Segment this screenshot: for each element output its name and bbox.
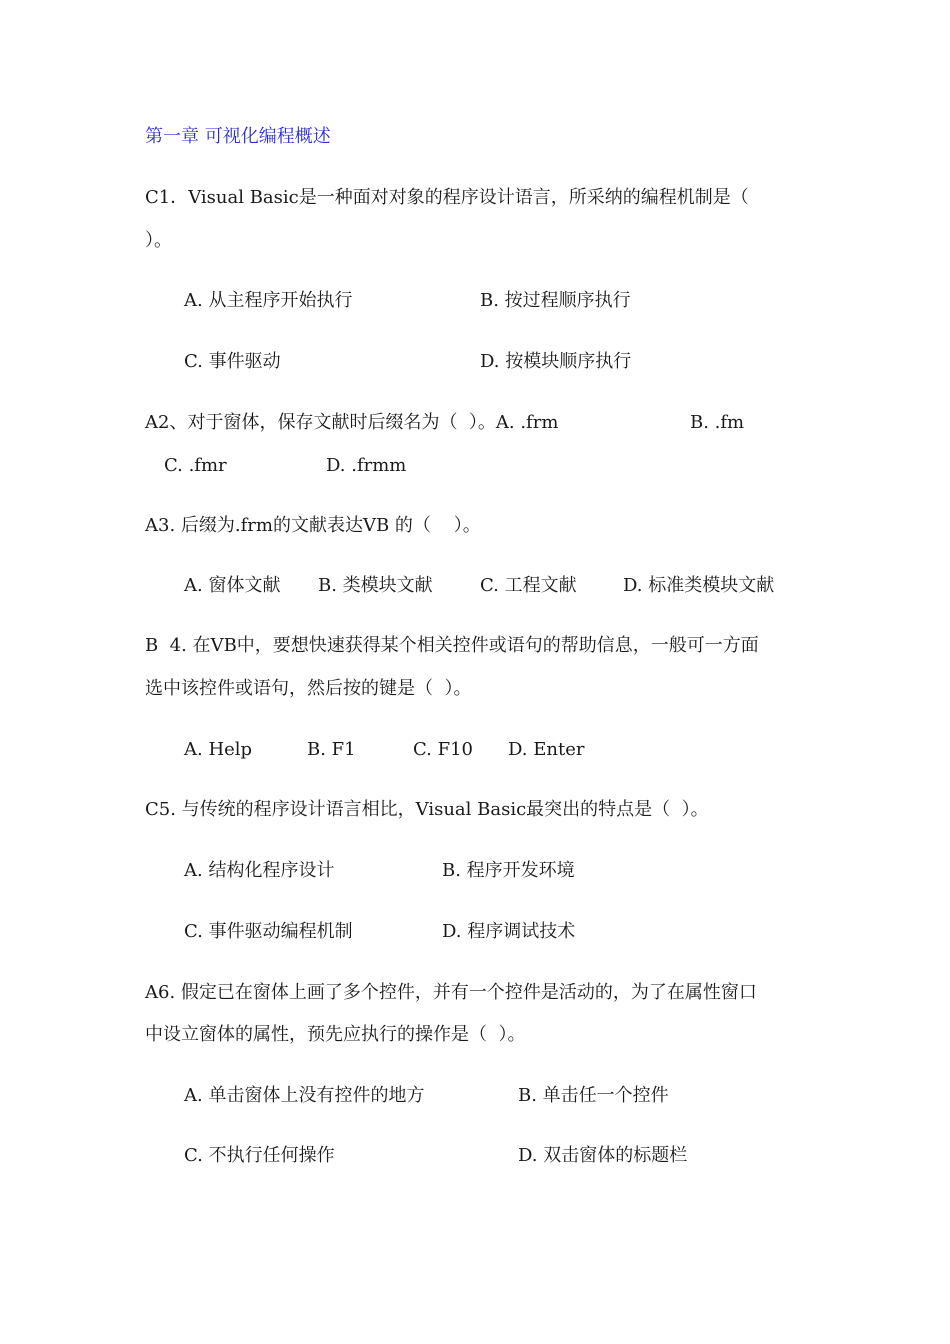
question-1-option-a: A. 从主程序开始执行 bbox=[184, 290, 353, 311]
question-6-option-a: A. 单击窗体上没有控件的地方 bbox=[184, 1085, 425, 1106]
question-4-option-a: A. Help bbox=[184, 739, 253, 760]
question-4-option-d: D. Enter bbox=[508, 739, 585, 760]
question-1-text-line-2: ）。 bbox=[145, 230, 172, 251]
question-5-text-line-1: C5. 与传统的程序设计语言相比，Visual Basic最突出的特点是（ ）。 bbox=[145, 799, 709, 820]
question-5-option-d: D. 程序调试技术 bbox=[442, 921, 576, 942]
question-6-text-line-1: A6. 假定已在窗体上画了多个控件，并有一个控件是活动的，为了在属性窗口 bbox=[145, 982, 757, 1003]
question-6-option-d: D. 双击窗体的标题栏 bbox=[518, 1145, 688, 1166]
question-6-option-c: C. 不执行任何操作 bbox=[184, 1145, 335, 1166]
question-4-text-line-1: B 4. 在VB中，要想快速获得某个相关控件或语句的帮助信息，一般可一方面 bbox=[145, 635, 759, 656]
question-3-option-a: A. 窗体文献 bbox=[184, 575, 281, 596]
question-1-option-b: B. 按过程顺序执行 bbox=[480, 290, 631, 311]
question-4-option-c: C. F10 bbox=[413, 739, 473, 760]
question-2-option-d: D. .frmm bbox=[326, 455, 407, 476]
question-6-text-line-2: 中设立窗体的属性，预先应执行的操作是（ ）。 bbox=[145, 1024, 526, 1045]
chapter-title: 第一章 可视化编程概述 bbox=[145, 126, 331, 147]
question-3-option-c: C. 工程文献 bbox=[480, 575, 577, 596]
question-3-option-b: B. 类模块文献 bbox=[318, 575, 433, 596]
question-6-option-b: B. 单击任一个控件 bbox=[518, 1085, 669, 1106]
question-5-option-b: B. 程序开发环境 bbox=[442, 860, 575, 881]
question-3-text-line-1: A3. 后缀为.frm的文献表达VB 的（ ）。 bbox=[145, 515, 481, 536]
question-4-text-line-2: 选中该控件或语句，然后按的键是（ ）。 bbox=[145, 678, 472, 699]
question-3-option-d: D. 标准类模块文献 bbox=[623, 575, 775, 596]
question-4-option-b: B. F1 bbox=[307, 739, 356, 760]
question-2-text-line-1: A2、对于窗体，保存文献时后缀名为（ ）。A. .frm bbox=[145, 412, 559, 433]
question-5-option-a: A. 结构化程序设计 bbox=[184, 860, 335, 881]
question-1-text-line-1: C1．Visual Basic是一种面对对象的程序设计语言，所采纳的编程机制是（ bbox=[145, 187, 749, 208]
question-1-option-c: C. 事件驱动 bbox=[184, 351, 281, 372]
question-2-option-c: C. .fmr bbox=[164, 455, 227, 476]
question-5-option-c: C. 事件驱动编程机制 bbox=[184, 921, 353, 942]
question-1-option-d: D. 按模块顺序执行 bbox=[480, 351, 632, 372]
question-2-option-b: B. .fm bbox=[690, 412, 745, 433]
